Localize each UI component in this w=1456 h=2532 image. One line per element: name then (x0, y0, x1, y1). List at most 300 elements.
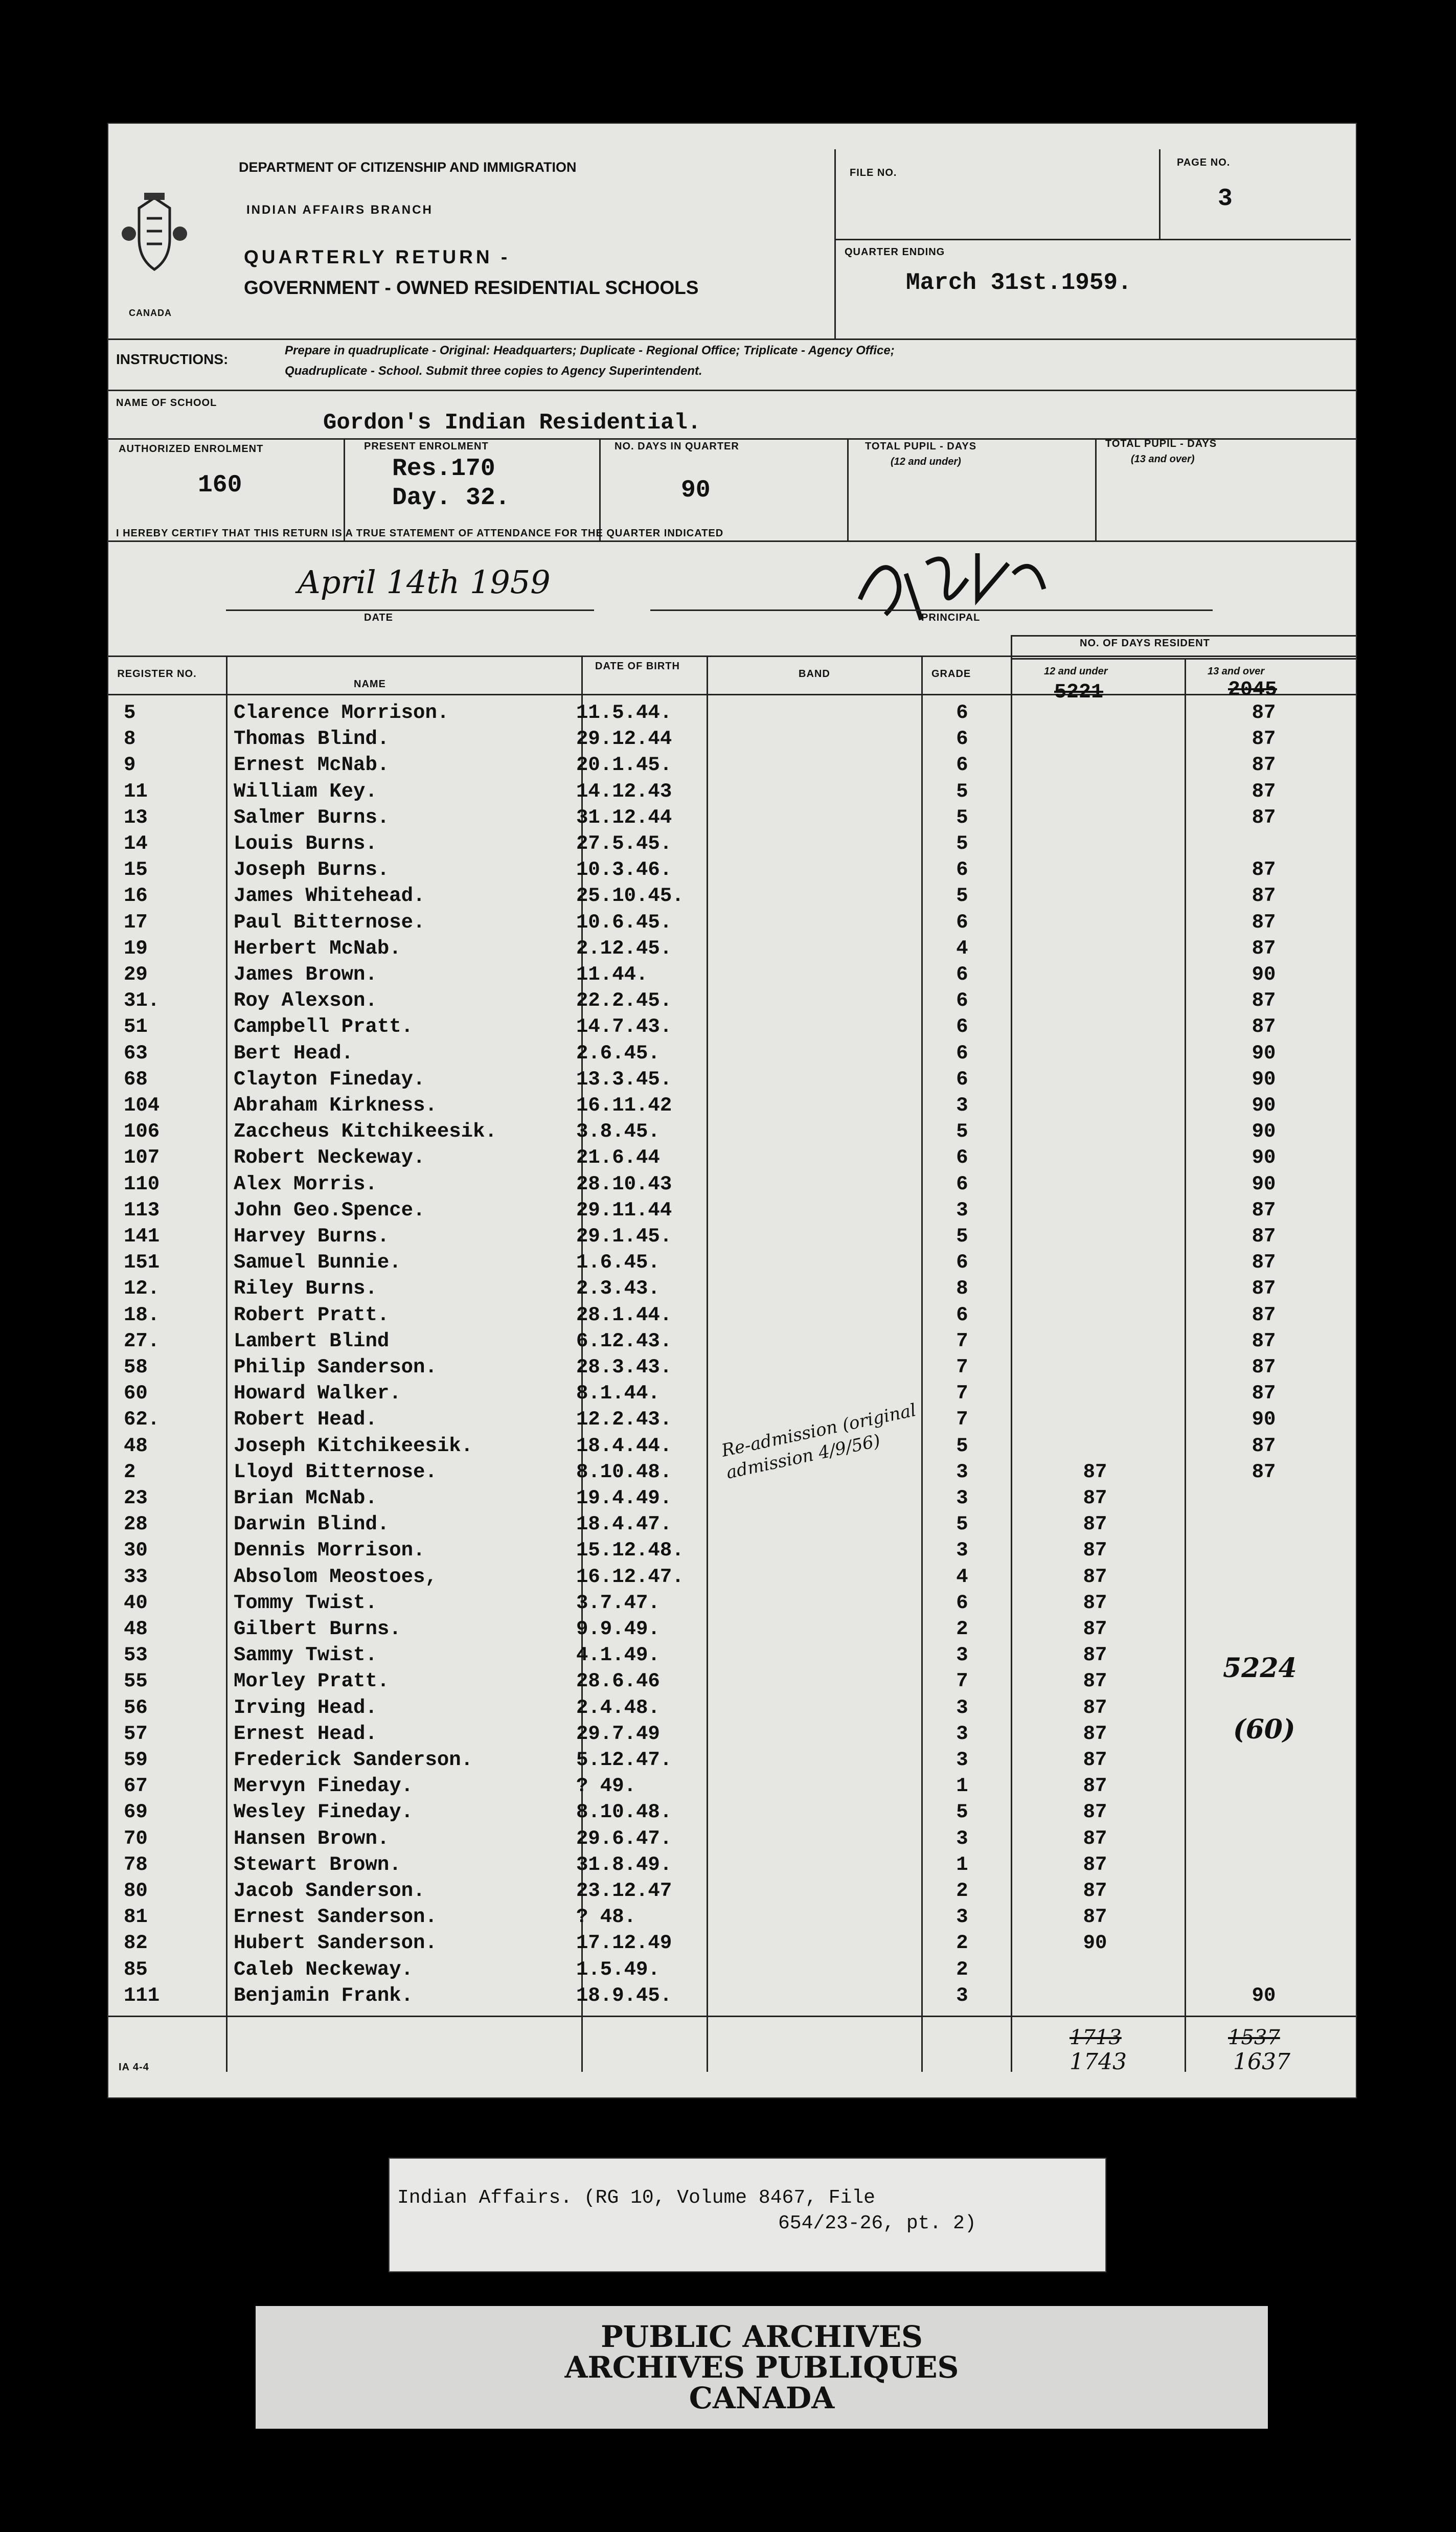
grade: 3 (956, 1749, 968, 1771)
days-13-over: 87 (1252, 1435, 1276, 1457)
days-12-under: 87 (1083, 1853, 1107, 1876)
date-of-birth: 23.12.47 (576, 1880, 672, 1902)
student-name: Ernest Head. (234, 1723, 377, 1745)
grade: 3 (956, 1539, 968, 1562)
authorized-label: AUTHORIZED ENROLMENT (119, 443, 264, 455)
days-13-over: 87 (1252, 885, 1276, 907)
date-of-birth: 29.7.49 (576, 1723, 660, 1745)
student-name: Lloyd Bitternose. (234, 1461, 437, 1483)
date-of-birth: 8.10.48. (576, 1461, 672, 1483)
student-name: Riley Burns. (234, 1277, 377, 1300)
register-no: 67 (124, 1775, 148, 1797)
student-name: Caleb Neckeway. (234, 1958, 414, 1981)
date-of-birth: 28.6.46 (576, 1670, 660, 1692)
grade: 3 (956, 1827, 968, 1850)
stamp-line-1: PUBLIC ARCHIVES (601, 2319, 923, 2354)
register-no: 69 (124, 1801, 148, 1823)
date-of-birth: 18.4.47. (576, 1513, 672, 1535)
student-name: Paul Bitternose. (234, 911, 425, 934)
col-12-under: 12 and under (1044, 666, 1108, 677)
student-name: Mervyn Fineday. (234, 1775, 414, 1797)
student-name: Samuel Bunnie. (234, 1251, 401, 1274)
register-no: 23 (124, 1487, 148, 1509)
student-name: Darwin Blind. (234, 1513, 390, 1535)
date-of-birth: 25.10.45. (576, 885, 684, 907)
days-12-under: 87 (1083, 1566, 1107, 1588)
grade: 6 (956, 1068, 968, 1091)
register-no: 30 (124, 1539, 148, 1562)
register-no: 70 (124, 1827, 148, 1850)
grade: 6 (956, 728, 968, 750)
days-12-under: 90 (1083, 1932, 1107, 1954)
grade: 2 (956, 1932, 968, 1954)
grade: 5 (956, 1801, 968, 1823)
student-name: Hubert Sanderson. (234, 1932, 437, 1954)
date-of-birth: 18.9.45. (576, 1984, 672, 2007)
grade: 6 (956, 858, 968, 881)
return-form-sheet (107, 123, 1357, 2098)
days-12-under: 87 (1083, 1618, 1107, 1640)
register-no: 27. (124, 1330, 160, 1352)
student-name: Benjamin Frank. (234, 1984, 414, 2007)
days-13-over: 87 (1252, 1382, 1276, 1405)
date-of-birth: 11.5.44. (576, 702, 672, 724)
register-no: 82 (124, 1932, 148, 1954)
archive-reference-label (389, 2158, 1106, 2272)
days-13-over: 90 (1252, 1042, 1276, 1065)
register-no: 31. (124, 989, 160, 1012)
grade: 6 (956, 1146, 968, 1169)
student-name: Clarence Morrison. (234, 702, 449, 724)
file-no-label: FILE NO. (850, 167, 897, 178)
student-name: Thomas Blind. (234, 728, 390, 750)
date-of-birth: 11.44. (576, 963, 648, 986)
register-no: 110 (124, 1173, 160, 1195)
grade: 7 (956, 1670, 968, 1692)
grade: 7 (956, 1330, 968, 1352)
stamp-line-3: CANADA (689, 2381, 835, 2415)
date-of-birth: 2.12.45. (576, 937, 672, 960)
date-of-birth: 1.6.45. (576, 1251, 660, 1274)
grade: 3 (956, 1461, 968, 1483)
grade: 7 (956, 1356, 968, 1378)
date-of-birth: 10.6.45. (576, 911, 672, 934)
days-13-over: 90 (1252, 1068, 1276, 1091)
days-12-under: 87 (1083, 1487, 1107, 1509)
public-archives-stamp (256, 2306, 1268, 2429)
register-no: 2 (124, 1461, 136, 1483)
register-no: 56 (124, 1697, 148, 1719)
register-no: 141 (124, 1225, 160, 1248)
days-quarter-value: 90 (681, 477, 711, 504)
col-band: BAND (799, 668, 830, 680)
col-name: NAME (354, 679, 386, 690)
days-12-under: 87 (1083, 1749, 1107, 1771)
grade: 2 (956, 1618, 968, 1640)
side-count-note: (60) (1233, 1714, 1295, 1745)
student-name: Stewart Brown. (234, 1853, 401, 1876)
date-of-birth: 20.1.45. (576, 754, 672, 776)
student-name: Ernest McNab. (234, 754, 390, 776)
grade: 2 (956, 1880, 968, 1902)
days-13-over: 87 (1252, 1330, 1276, 1352)
register-no: 60 (124, 1382, 148, 1405)
total-13-sub: (13 and over) (1131, 454, 1195, 465)
grade: 3 (956, 1723, 968, 1745)
student-name: Campbell Pratt. (234, 1015, 414, 1038)
register-no: 15 (124, 858, 148, 881)
authorized-value: 160 (198, 471, 242, 499)
days-13-over: 90 (1252, 1408, 1276, 1431)
date-of-birth: 28.1.44. (576, 1304, 672, 1326)
days-13-over: 87 (1252, 780, 1276, 803)
grade: 2 (956, 1958, 968, 1981)
date-of-birth: 15.12.48. (576, 1539, 684, 1562)
date-of-birth: 14.12.43 (576, 780, 672, 803)
student-name: Harvey Burns. (234, 1225, 390, 1248)
date-of-birth: 8.10.48. (576, 1801, 672, 1823)
instructions-line-1: Prepare in quadruplicate - Original: Headquarters; Duplicate - Regional Office; Triplicate - Agency Office; (285, 344, 895, 357)
grade: 1 (956, 1775, 968, 1797)
date-of-birth: ? 48. (576, 1906, 636, 1928)
days-13-over: 87 (1252, 728, 1276, 750)
date-of-birth: 22.2.45. (576, 989, 672, 1012)
form-subtitle: GOVERNMENT - OWNED RESIDENTIAL SCHOOLS (244, 277, 699, 298)
grade: 7 (956, 1382, 968, 1405)
days-12-under: 87 (1083, 1775, 1107, 1797)
days-13-over: 90 (1252, 1146, 1276, 1169)
register-no: 59 (124, 1749, 148, 1771)
days-13-over: 87 (1252, 937, 1276, 960)
date-of-birth: 13.3.45. (576, 1068, 672, 1091)
date-of-birth: 31.8.49. (576, 1853, 672, 1876)
days-quarter-label: NO. DAYS IN QUARTER (615, 441, 739, 452)
grade: 3 (956, 1094, 968, 1117)
student-name: Robert Pratt. (234, 1304, 390, 1326)
grade: 3 (956, 1199, 968, 1222)
grade: 3 (956, 1697, 968, 1719)
days-13-over: 87 (1252, 1225, 1276, 1248)
student-name: Salmer Burns. (234, 806, 390, 829)
col-13-over: 13 and over (1208, 666, 1265, 677)
grade: 8 (956, 1277, 968, 1300)
instructions-label: INSTRUCTIONS: (116, 351, 229, 367)
register-no: 68 (124, 1068, 148, 1091)
student-name: Tommy Twist. (234, 1592, 377, 1614)
struck-13-top: 2045 (1228, 679, 1278, 702)
grade: 6 (956, 702, 968, 724)
student-name: Morley Pratt. (234, 1670, 390, 1692)
col-dob: DATE OF BIRTH (595, 661, 680, 672)
date-of-birth: 18.4.44. (576, 1435, 672, 1457)
days-13-over: 90 (1252, 1173, 1276, 1195)
register-no: 53 (124, 1644, 148, 1666)
days-12-under: 87 (1083, 1827, 1107, 1850)
register-no: 104 (124, 1094, 160, 1117)
register-no: 18. (124, 1304, 160, 1326)
grade: 5 (956, 1513, 968, 1535)
school-name: Gordon's Indian Residential. (323, 410, 701, 436)
register-no: 9 (124, 754, 136, 776)
date-of-birth: 28.10.43 (576, 1173, 672, 1195)
total-12-struck: 1713 (1070, 2026, 1122, 2049)
grade: 5 (956, 1435, 968, 1457)
date-of-birth: 27.5.45. (576, 832, 672, 855)
struck-12-top: 5221 (1054, 681, 1104, 704)
grade: 1 (956, 1853, 968, 1876)
student-name: Lambert Blind (234, 1330, 390, 1352)
student-name: Wesley Fineday. (234, 1801, 414, 1823)
instructions-line-2: Quadruplicate - School. Submit three copies to Agency Superintendent. (285, 364, 702, 378)
grade: 6 (956, 1173, 968, 1195)
grade: 6 (956, 911, 968, 934)
total-13-label: TOTAL PUPIL - DAYS (1105, 438, 1217, 449)
present-day: Day. 32. (392, 484, 510, 512)
date-of-birth: 8.1.44. (576, 1382, 660, 1405)
quarter-value: March 31st.1959. (906, 269, 1132, 296)
student-name: Zaccheus Kitchikeesik. (234, 1120, 497, 1143)
register-no: 113 (124, 1199, 160, 1222)
branch-title: INDIAN AFFAIRS BRANCH (246, 203, 433, 217)
student-name: Philip Sanderson. (234, 1356, 437, 1378)
present-label: PRESENT ENROLMENT (364, 441, 489, 452)
date-of-birth: 1.5.49. (576, 1958, 660, 1981)
days-13-over: 90 (1252, 1094, 1276, 1117)
grade: 6 (956, 1592, 968, 1614)
student-name: Joseph Kitchikeesik. (234, 1435, 473, 1457)
date-of-birth: 29.11.44 (576, 1199, 672, 1222)
student-name: Alex Morris. (234, 1173, 377, 1195)
grade: 5 (956, 1225, 968, 1248)
register-no: 29 (124, 963, 148, 986)
side-total-note: 5224 (1223, 1653, 1297, 1684)
date-of-birth: 6.12.43. (576, 1330, 672, 1352)
days-13-over: 87 (1252, 1015, 1276, 1038)
grade: 6 (956, 754, 968, 776)
register-no: 58 (124, 1356, 148, 1378)
date-of-birth: 19.4.49. (576, 1487, 672, 1509)
days-12-under: 87 (1083, 1539, 1107, 1562)
register-no: 28 (124, 1513, 148, 1535)
register-no: 13 (124, 806, 148, 829)
coat-of-arms-icon (119, 193, 190, 280)
grade: 4 (956, 1566, 968, 1588)
quarter-label: QUARTER ENDING (845, 246, 945, 258)
days-13-over: 90 (1252, 963, 1276, 986)
grade: 5 (956, 1120, 968, 1143)
student-name: Frederick Sanderson. (234, 1749, 473, 1771)
date-of-birth: 21.6.44 (576, 1146, 660, 1169)
grade: 6 (956, 963, 968, 986)
student-name: Howard Walker. (234, 1382, 401, 1405)
total-13-written: 1637 (1233, 2049, 1290, 2075)
stamp-line-2: ARCHIVES PUBLIQUES (564, 2350, 959, 2385)
page-no-label: PAGE NO. (1177, 157, 1231, 168)
date-of-birth: 29.6.47. (576, 1827, 672, 1850)
days-13-over: 90 (1252, 1120, 1276, 1143)
date-of-birth: 4.1.49. (576, 1644, 660, 1666)
days-13-over: 87 (1252, 702, 1276, 724)
register-no: 5 (124, 702, 136, 724)
register-no: 107 (124, 1146, 160, 1169)
register-no: 106 (124, 1120, 160, 1143)
student-name: John Geo.Spence. (234, 1199, 425, 1222)
days-resident-label: NO. OF DAYS RESIDENT (1080, 638, 1210, 649)
form-code: IA 4-4 (119, 2062, 149, 2073)
register-no: 48 (124, 1618, 148, 1640)
date-of-birth: 5.12.47. (576, 1749, 672, 1771)
grade: 6 (956, 1251, 968, 1274)
date-of-birth: 2.4.48. (576, 1697, 660, 1719)
days-13-over: 87 (1252, 858, 1276, 881)
student-name: Clayton Fineday. (234, 1068, 425, 1091)
days-13-over: 87 (1252, 1304, 1276, 1326)
register-no: 40 (124, 1592, 148, 1614)
date-of-birth: 29.1.45. (576, 1225, 672, 1248)
days-12-under: 87 (1083, 1801, 1107, 1823)
register-no: 11 (124, 780, 148, 803)
date-of-birth: 16.12.47. (576, 1566, 684, 1588)
total-12-label: TOTAL PUPIL - DAYS (865, 441, 977, 452)
student-name: Bert Head. (234, 1042, 354, 1065)
register-no: 16 (124, 885, 148, 907)
student-name: Robert Neckeway. (234, 1146, 425, 1169)
register-no: 57 (124, 1723, 148, 1745)
date-of-birth: 3.8.45. (576, 1120, 660, 1143)
grade: 3 (956, 1487, 968, 1509)
days-12-under: 87 (1083, 1592, 1107, 1614)
grade: 5 (956, 832, 968, 855)
grade: 3 (956, 1906, 968, 1928)
register-no: 85 (124, 1958, 148, 1981)
register-no: 17 (124, 911, 148, 934)
days-12-under: 87 (1083, 1880, 1107, 1902)
student-name: Robert Head. (234, 1408, 377, 1431)
student-name: William Key. (234, 780, 377, 803)
student-name: Irving Head. (234, 1697, 377, 1719)
days-13-over: 87 (1252, 1199, 1276, 1222)
days-13-over: 87 (1252, 754, 1276, 776)
days-12-under: 87 (1083, 1697, 1107, 1719)
student-name: Absolom Meostoes, (234, 1566, 437, 1588)
total-13-struck: 1537 (1228, 2026, 1280, 2049)
date-of-birth: 10.3.46. (576, 858, 672, 881)
days-13-over: 87 (1252, 1356, 1276, 1378)
days-13-over: 90 (1252, 1984, 1276, 2007)
grade: 3 (956, 1984, 968, 2007)
student-name: Ernest Sanderson. (234, 1906, 437, 1928)
days-13-over: 87 (1252, 911, 1276, 934)
date-of-birth: 2.6.45. (576, 1042, 660, 1065)
days-12-under: 87 (1083, 1906, 1107, 1928)
days-13-over: 87 (1252, 1277, 1276, 1300)
grade: 5 (956, 885, 968, 907)
student-name: Louis Burns. (234, 832, 377, 855)
certify-text: I HEREBY CERTIFY THAT THIS RETURN IS A TRUE STATEMENT OF ATTENDANCE FOR THE QUARTER INDICATED (116, 528, 724, 539)
date-of-birth: 3.7.47. (576, 1592, 660, 1614)
register-no: 14 (124, 832, 148, 855)
student-name: Roy Alexson. (234, 989, 377, 1012)
crest-caption: CANADA (129, 308, 172, 318)
total-12-sub: (12 and under) (891, 456, 961, 467)
register-no: 55 (124, 1670, 148, 1692)
signed-date: April 14th 1959 (298, 563, 551, 601)
total-12-written: 1743 (1070, 2049, 1127, 2075)
date-of-birth: 17.12.49 (576, 1932, 672, 1954)
register-no: 111 (124, 1984, 160, 2007)
register-no: 81 (124, 1906, 148, 1928)
days-13-over: 87 (1252, 1461, 1276, 1483)
date-of-birth: 2.3.43. (576, 1277, 660, 1300)
col-grade: GRADE (931, 668, 971, 680)
register-no: 63 (124, 1042, 148, 1065)
student-name: James Whitehead. (234, 885, 425, 907)
days-12-under: 87 (1083, 1644, 1107, 1666)
form-title: QUARTERLY RETURN - (244, 246, 511, 267)
student-name: Hansen Brown. (234, 1827, 390, 1850)
grade: 5 (956, 780, 968, 803)
register-no: 78 (124, 1853, 148, 1876)
student-name: James Brown. (234, 963, 377, 986)
register-no: 12. (124, 1277, 160, 1300)
date-of-birth: ? 49. (576, 1775, 636, 1797)
days-12-under: 87 (1083, 1513, 1107, 1535)
student-name: Sammy Twist. (234, 1644, 377, 1666)
grade: 7 (956, 1408, 968, 1431)
grade: 6 (956, 1015, 968, 1038)
school-label: NAME OF SCHOOL (116, 397, 217, 409)
grade: 3 (956, 1644, 968, 1666)
grade: 6 (956, 989, 968, 1012)
register-no: 8 (124, 728, 136, 750)
date-of-birth: 14.7.43. (576, 1015, 672, 1038)
col-register: REGISTER NO. (117, 668, 197, 680)
grade: 5 (956, 806, 968, 829)
student-name: Gilbert Burns. (234, 1618, 401, 1640)
grade: 4 (956, 937, 968, 960)
register-no: 33 (124, 1566, 148, 1588)
register-no: 48 (124, 1435, 148, 1457)
date-of-birth: 29.12.44 (576, 728, 672, 750)
archive-label-line-2: 654/23-26, pt. 2) (778, 2212, 976, 2234)
days-13-over: 87 (1252, 989, 1276, 1012)
register-no: 51 (124, 1015, 148, 1038)
days-12-under: 87 (1083, 1723, 1107, 1745)
register-no: 80 (124, 1880, 148, 1902)
days-12-under: 87 (1083, 1670, 1107, 1692)
date-label: DATE (364, 612, 393, 623)
student-name: Joseph Burns. (234, 858, 390, 881)
present-res: Res.170 (392, 455, 495, 483)
student-name: Dennis Morrison. (234, 1539, 425, 1562)
page-number: 3 (1218, 185, 1233, 213)
date-of-birth: 9.9.49. (576, 1618, 660, 1640)
date-of-birth: 12.2.43. (576, 1408, 672, 1431)
days-12-under: 87 (1083, 1461, 1107, 1483)
student-name: Jacob Sanderson. (234, 1880, 425, 1902)
archive-label-line-1: Indian Affairs. (RG 10, Volume 8467, File (397, 2187, 875, 2209)
student-name: Herbert McNab. (234, 937, 401, 960)
student-name: Brian McNab. (234, 1487, 377, 1509)
readmission-note: Re-admission (original admission 4/9/56) (719, 1399, 918, 1483)
date-of-birth: 31.12.44 (576, 806, 672, 829)
grade: 6 (956, 1304, 968, 1326)
register-no: 19 (124, 937, 148, 960)
grade: 6 (956, 1042, 968, 1065)
days-13-over: 87 (1252, 806, 1276, 829)
principal-label: PRINCIPAL (921, 612, 981, 623)
date-of-birth: 28.3.43. (576, 1356, 672, 1378)
